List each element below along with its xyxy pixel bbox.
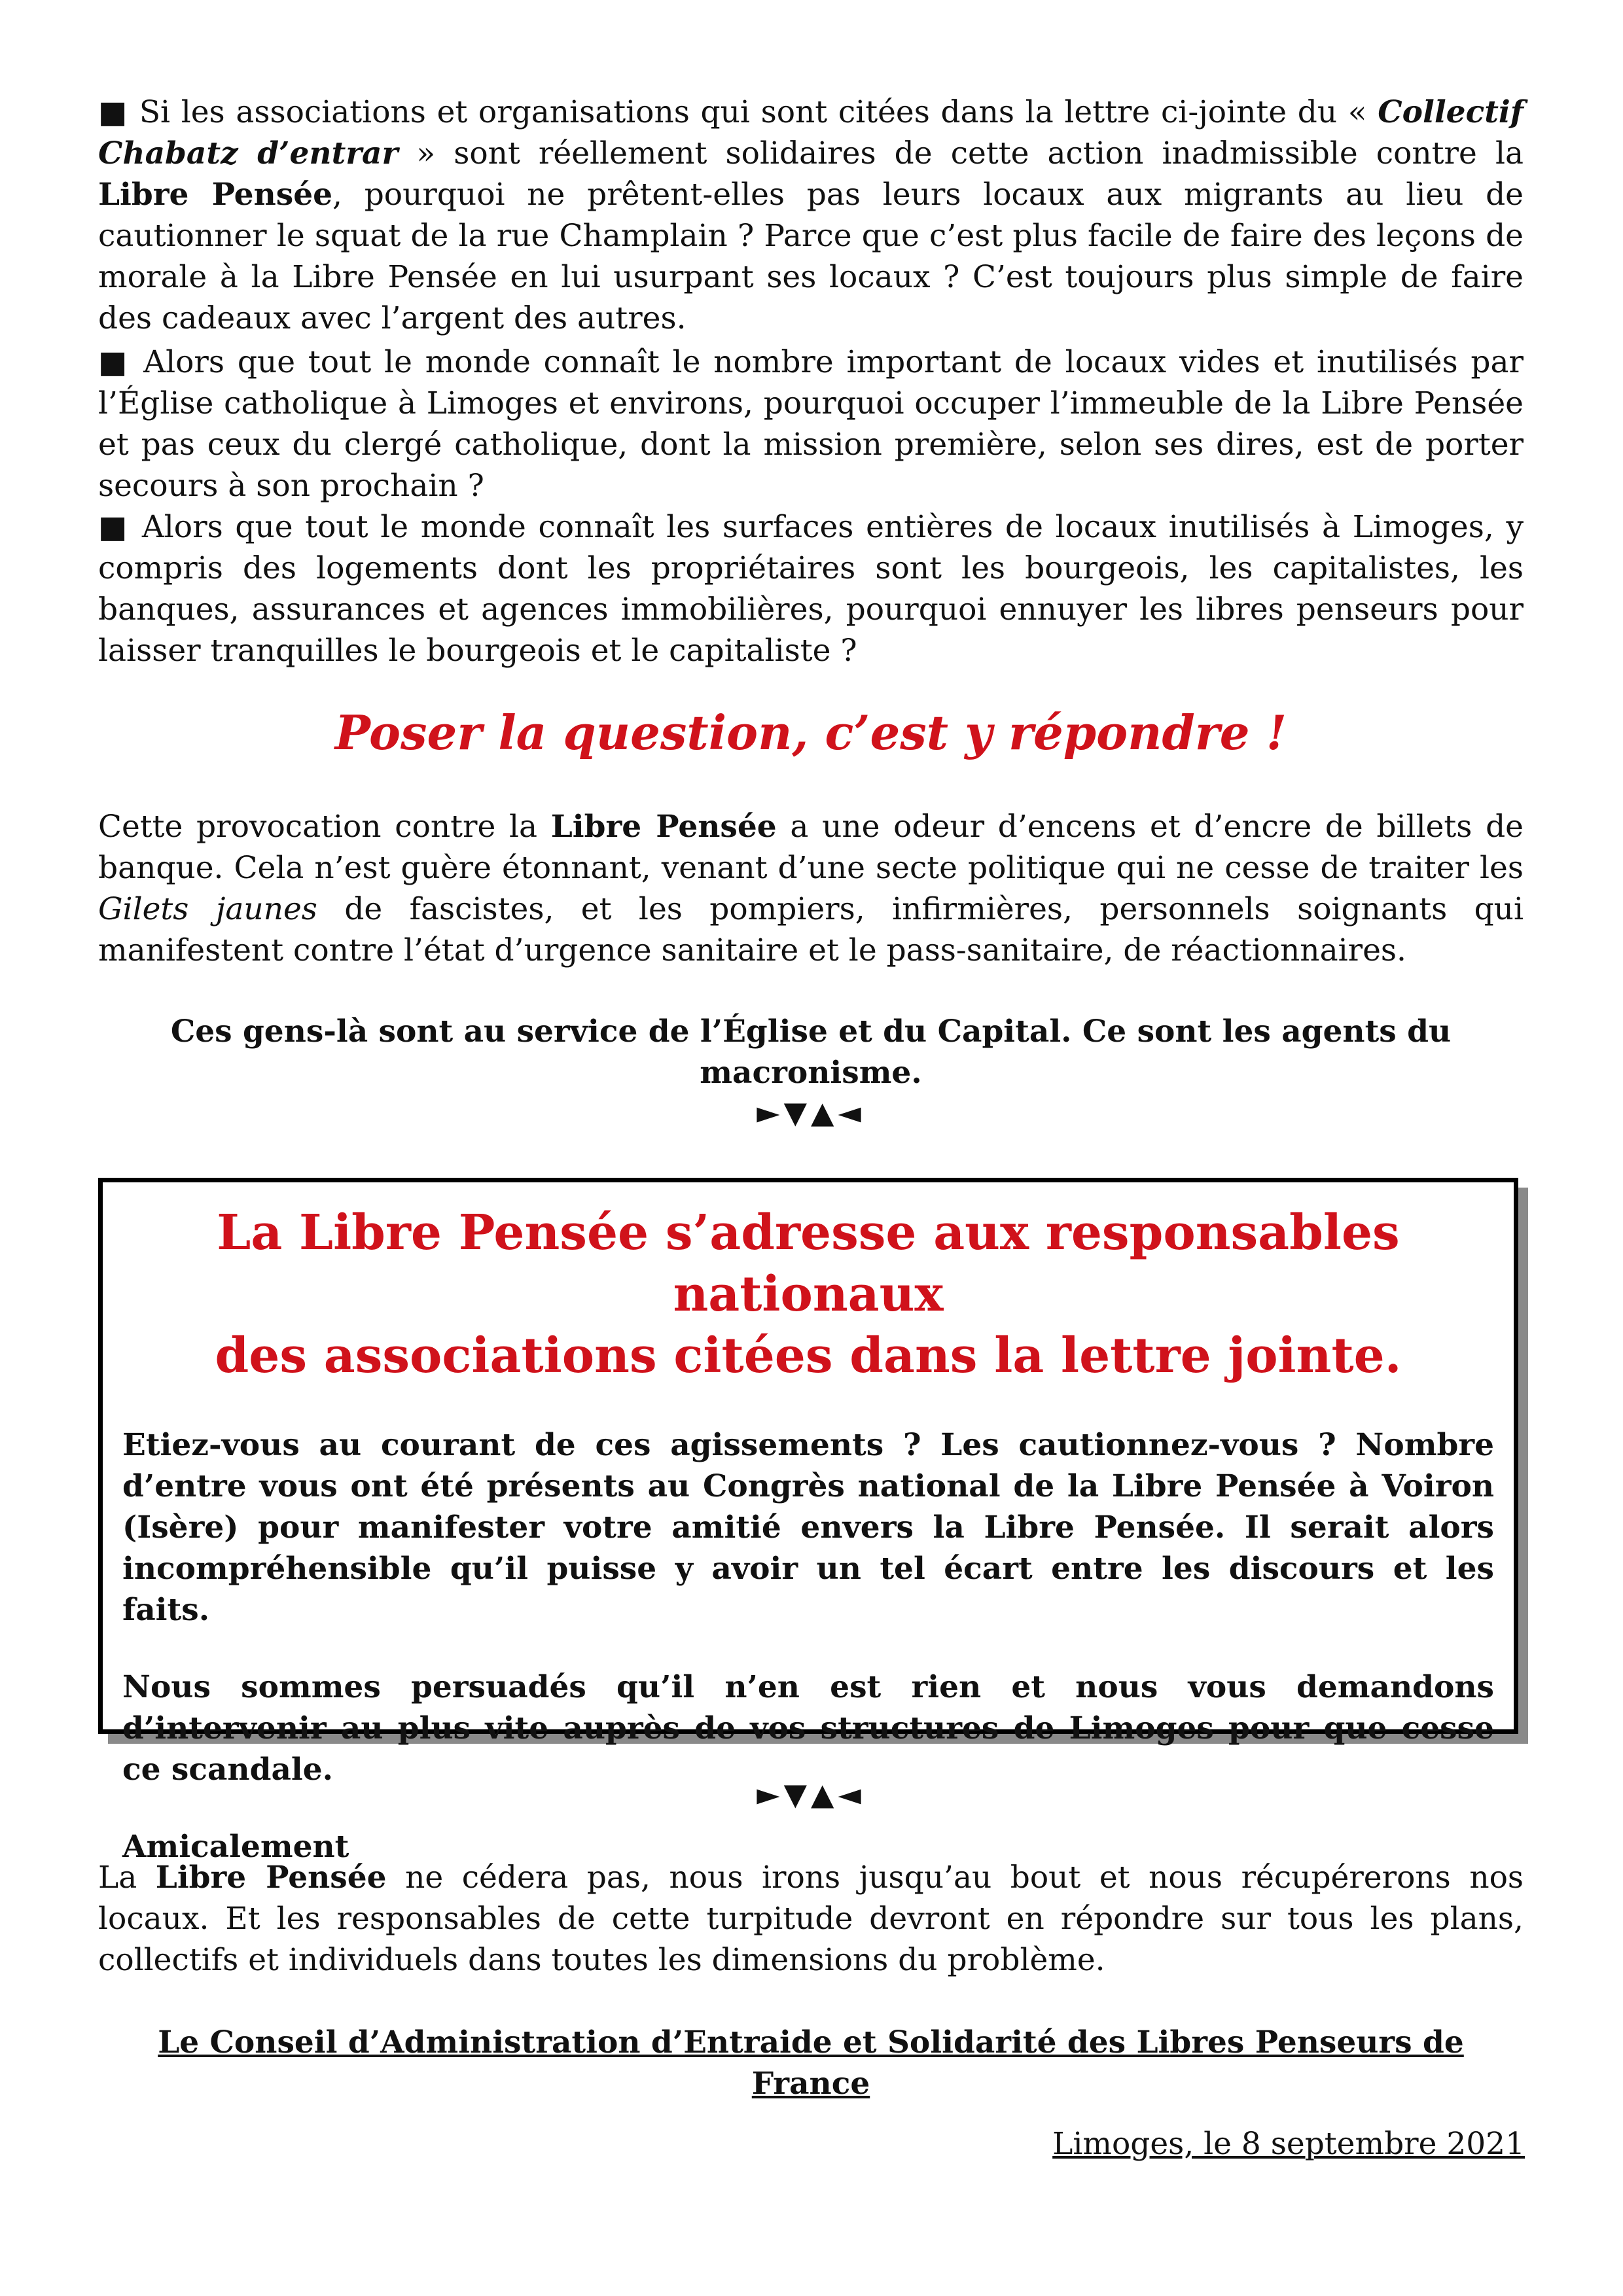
- separator-glyphs: ►▼▲◄: [757, 1776, 865, 1812]
- paragraph-eglise: ■ Alors que tout le monde connaît le nombre important de locaux vides et inutilisés par l’Église catholique à Limoges et environs, pourquoi occuper l’immeuble de la Libre Pensée et pas ceux du clergé catholique, dont la mission première, selon ses dires, est de porter secours à son prochain ?: [98, 344, 1524, 504]
- box-sign-off: Amicalement: [122, 1829, 349, 1865]
- place-date: Limoges, le 8 septembre 2021: [1052, 2126, 1525, 2162]
- libre-pensee-mention: Libre Pensée: [98, 177, 333, 213]
- bullet: ■: [98, 509, 130, 545]
- collectif-name: Collectif Chabatz d’entrar: [98, 94, 1524, 171]
- paragraph-associations: ■ Si les associations et organisations qui sont citées dans la lettre ci-jointe du « Collectif Chabatz d’entrar » sont réellement solidaires de cette action inadmissible contre la Libre Pensée, pourquoi ne prêtent-elles pas leurs locaux aux migrants au lieu de cautionner le squat de la rue Champlain ? Parce que c’est plus facile de faire des leçons de morale à la Libre Pensée en lui usurpant ses locaux ? C’est toujours plus simple de faire des cadeaux avec l’argent des autres.: [98, 94, 1524, 336]
- signature-line: Le Conseil d’Administration d’Entraide et Solidarité des Libres Penseurs de France: [158, 2024, 1464, 2102]
- paragraph-provocation: Cette provocation contre la Libre Pensée a une odeur d’encens et d’encre de billets de banque. Cela n’est guère étonnant, venant d’une secte politique qui ne cesse de traiter les Gilets jaunes de fascistes, et les pompiers, infirmières, personnels soignants qui manifestent contre l’état d’urgence sanitaire et le pass-sanitaire, de réactionnaires.: [98, 809, 1524, 968]
- box-title: La Libre Pensée s’adresse aux responsables nationaux des associations citées dans la lettre jointe.: [215, 1205, 1402, 1384]
- libre-pensee-mention: Libre Pensée: [550, 809, 777, 845]
- question-heading: Poser la question, c’est y répondre !: [334, 705, 1287, 760]
- gilets-jaunes: Gilets jaunes: [98, 891, 317, 927]
- message-box: [98, 1178, 1518, 1865]
- conclusion-line: Ces gens-là sont au service de l’Église et du Capital. Ce sont les agents du macronisme.: [170, 1014, 1452, 1091]
- paragraph-locaux-inutilises: ■ Alors que tout le monde connaît les surfaces entières de locaux inutilisés à Limoges, y compris des logements dont les propriétaires sont les bourgeois, les capitalistes, les banques, assurances et agences immobilières, pourquoi ennuyer les libres penseurs pour laisser tranquilles le bourgeois et le capitaliste ?: [98, 509, 1524, 669]
- bullet: ■: [98, 94, 129, 130]
- box-paragraph-questions: Etiez-vous au courant de ces agissements ? Les cautionnez-vous ? Nombre d’entre vous ont été présents au Congrès national de la Libre Pensée à Voiron (Isère) pour manifester votre amitié envers la Libre Pensée. Il serait alors incompréhensible qu’il puisse y avoir un tel écart entre les discours et les faits.: [122, 1427, 1494, 1628]
- libre-pensee-mention: Libre Pensée: [155, 1860, 387, 1896]
- box-paragraph-request: Nous sommes persuadés qu’il n’en est rien et nous vous demandons d’intervenir au plus vite auprès de vos structures de Limoges pour que cesse ce scandale.: [122, 1669, 1494, 1788]
- separator-glyphs: ►▼▲◄: [757, 1095, 865, 1130]
- bullet: ■: [98, 344, 131, 380]
- paragraph-closing: La Libre Pensée ne cédera pas, nous irons jusqu’au bout et nous récupérerons nos locaux. Et les responsables de cette turpitude devront en répondre sur tous les plans, collectifs et individuels dans toutes les dimensions du problème.: [98, 1860, 1524, 1978]
